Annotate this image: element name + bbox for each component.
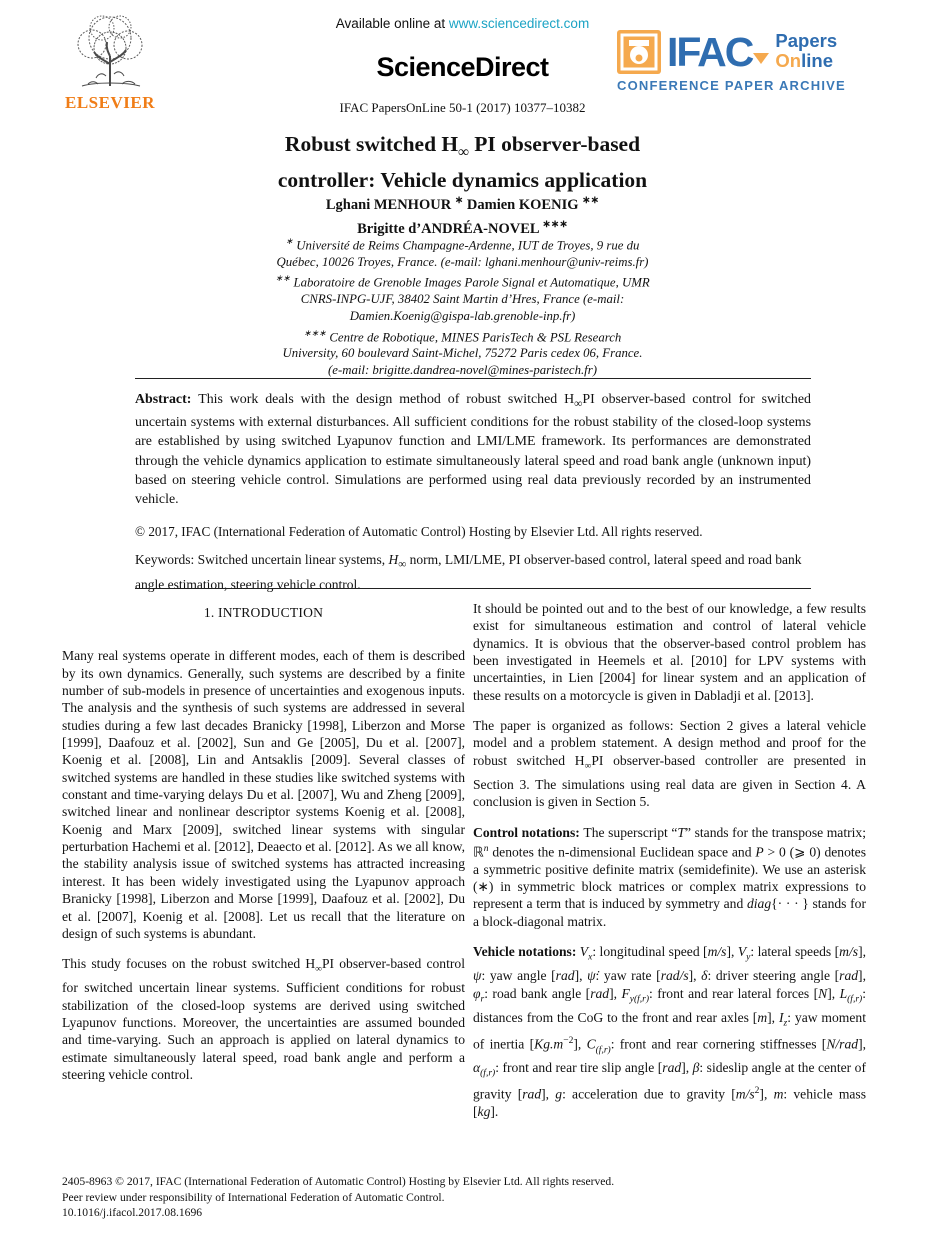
abstract-paragraph: Abstract: This work deals with the design method of robust switched $H_\infty PI$ observer-based control for switched uncertain systems with external disturbances. All sufficient conditions for the robust stability of the closed-loop systems are established by using switched Lyapunov function and LMI/LME framework. Its performances are demonstrated through the vehicle dynamics application to estimate simultaneously lateral speed and road bank angle (unknown input) based on steering vehicle control. Simulations are performed using real data previously recorded by an instrumented vehicle. <box>135 392 811 508</box>
paper-title <box>0 130 925 194</box>
footer <box>62 1174 862 1221</box>
copyright-line: © 2017, IFAC (International Federation of Automatic Control) Hosting by Elsevier Ltd. All rights reserved. <box>135 524 703 539</box>
footer-peer-review-line: Peer review under responsibility of International Federation of Automatic Control. <box>62 1190 445 1204</box>
elsevier-logo <box>58 12 162 113</box>
papers-text: Papers <box>775 30 838 51</box>
intro-paragraph-1: Many real systems operate in different modes, each of them is described by its own dynamics. Generally, such systems are described by a finite number of sub-models in presence of uncertainties and exogenous inputs. The analysis and the synthesis of such systems are addressed in several studies during a few last decades Branicky [1998], Liberzon and Morse [1999], Daafouz et al. [2002], Sun and Ge [2005], Du et al. [2007], Koenig et al. [2008], Lin and Antsaklis [2009]. Several classes of switched systems are handled in these studies like switched systems with constant and time-varying delays Du et al. [2007], Wu and Zheng [2009], switched linear and nonlinear descriptor systems Koenig et al. [2008], Koenig and Marx [2009], switched linear systems with singular perturbation Hachemi et al. [2012], Deaecto et al. [2012]. As we all know, the stability analysis issue of switched systems has attracted increasing interest. It has been widely investigated using the Lyapunov approach Branicky [1998], Liberzon and Morse [1999], Daafouz et al. [2002], Du et al. [2007], Koenig et al. [2008]. Let us recall that the literature on design of such systems is abundant. <box>62 648 465 941</box>
affiliation-line: Québec, 10026 Troyes, France. (e-mail: lghani.menhour@univ-reims.fr) <box>276 254 649 269</box>
paper-organization-paragraph: The paper is organized as follows: Section 2 gives a lateral vehicle model and a problem statement. A design method and proof for the robust switched $H_\infty PI$ observer-based controller are presented in Section 3. The simulations using real data are given in Section 4. A conclusion is given in Section 5. <box>473 718 867 810</box>
affiliations <box>0 233 925 379</box>
affiliation-line: ∗ Université de Reims Champagne-Ardenne, IUT de Troyes, 9 rue du <box>285 236 640 253</box>
control-notations-paragraph: Control notations: The superscript “T” stands for the transpose matrix; ℝ$^n$ denotes the n-dimensional Euclidean space and P > 0 (⩾ 0) denotes a symmetric positive definite matrix (semidefinite). We use an asterisk (∗) in symmetric block matrices or complex matrix expressions to represent a term that is induced by symmetry and diag{· · · } stands for a block-diagonal matrix. <box>473 824 866 929</box>
conference-paper-archive-text: CONFERENCE PAPER ARCHIVE <box>617 78 846 93</box>
sciencedirect-link[interactable]: www.sciencedirect.com <box>448 16 590 31</box>
author-list <box>0 191 925 239</box>
author-line2: Brigitte d’ANDRÉA-NOVEL ∗∗∗ <box>357 218 568 237</box>
abstract-top-rule <box>135 378 811 379</box>
paper-title-line1: Robust switched $H_\infty$ PI observer-based <box>284 132 641 161</box>
author-line1: Lghani MENHOUR ∗ Damien KOENIG ∗∗ <box>325 195 600 213</box>
affiliation-line: University, 60 boulevard Saint-Michel, 75272 Paris cedex 06, France. <box>282 346 643 361</box>
affiliation-line: ∗∗ Laboratoire de Grenoble Images Parole Signal et Automatique, UMR <box>275 273 650 290</box>
footer-doi-line: 10.1016/j.ifacol.2017.08.1696 <box>62 1206 203 1220</box>
affiliation-line: Damien.Koenig@gispa-lab.grenoble-inp.fr) <box>349 308 576 323</box>
ifac-logo-icon <box>617 30 661 74</box>
sciencedirect-logo: ScienceDirect <box>376 52 549 82</box>
ifac-papersonline-logo <box>617 30 867 93</box>
left-column <box>62 600 465 1096</box>
online-text: Online <box>775 50 833 71</box>
intro-paragraph-2: This study focuses on the robust switched $H_\infty PI$ observer-based control for switched uncertain linear systems. Sufficient conditions for robust stabilization of the closed-loop systems are derived using switched Lyapunov functions. Moreover, the uncertainties are assumed bounded and time-varying. Such an approach is applied on lateral dynamics to estimate simultaneously lateral speed, road bank angle and perform a steering vehicle control. <box>62 956 465 1082</box>
ifac-wordmark: IFAC <box>667 30 769 74</box>
elsevier-tree-icon <box>58 12 162 92</box>
right-column <box>473 600 866 1134</box>
keywords-paragraph: Keywords: Switched uncertain linear systems, $H_\infty$ norm, LMI/LME, PI observer-based control, lateral speed and road bank angle estimation, steering vehicle control. <box>135 552 802 592</box>
papersonline-wordmark <box>775 31 837 71</box>
affiliation-line: (e-mail: brigitte.dandrea-novel@mines-paristech.fr) <box>328 362 597 377</box>
paper-title-line2: controller: Vehicle dynamics application <box>277 168 648 193</box>
available-online-text: Available online at <box>335 16 449 31</box>
journal-citation-line: IFAC PapersOnLine 50-1 (2017) 10377–10382 <box>339 100 586 115</box>
affiliation-line: ∗∗∗ Centre de Robotique, MINES ParisTech & PSL Research <box>303 327 622 344</box>
footer-issn-line: 2405-8963 © 2017, IFAC (International Federation of Automatic Control) Hosting by Elsevier Ltd. All rights reserved. <box>62 1175 615 1188</box>
section-heading-introduction: 1. INTRODUCTION <box>203 605 324 620</box>
ifac-triangle-icon <box>753 53 769 64</box>
abstract-bottom-rule <box>135 588 811 589</box>
vehicle-notations-paragraph: Vehicle notations: $V_x$: longitudinal speed [m/s], $V_y$: lateral speeds [m/s], ψ: yaw angle [rad], ψ̇: yaw rate [rad/s], δ: driver steering angle [rad], $\varphi_r$: road bank angle [rad], $F_{y(f,r)}$: front and rear lateral forces [N], $L_{(f,r)}$: distances from the CoG to the front and rear axles [m], $I_z$: yaw moment of inertia $[Kg.m^{-2}]$, $C_{(f,r)}$: front and rear cornering stiffnesses [N/rad], $\alpha_{(f,r)}$: front and rear tire slip angle [rad], β: sideslip angle at the center of gravity [rad], g: acceleration due to gravity $[m/s^2]$, m: vehicle mass [kg]. <box>473 944 867 1120</box>
elsevier-logo-text: ELSEVIER <box>65 93 155 112</box>
affiliation-line: CNRS-INPG-UJF, 38402 Saint Martin d’Hres, France (e-mail: <box>300 292 625 307</box>
related-work-paragraph: It should be pointed out and to the best of our knowledge, a few results exist for simultaneous estimation and control of lateral vehicle dynamics. It is obvious that the observer-based control problem has been investigated in Heemels et al. [2010] for LPV systems with uncertainties, in Lien [2004] for linear system and an application of these results on a motorcycle is given in Dabladji et al. [2013]. <box>473 601 866 703</box>
